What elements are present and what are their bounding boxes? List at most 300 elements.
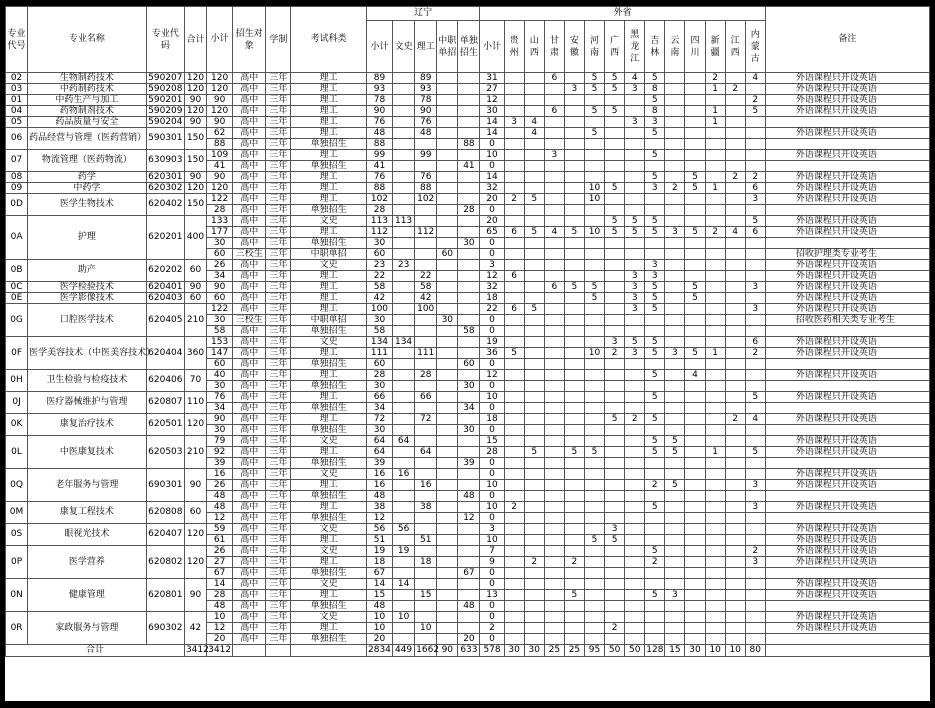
major-total: 120 [184,183,206,194]
cell-henan [584,579,604,590]
cell-ln-wenshi [393,513,415,524]
cell-subtotal: 27 [207,557,233,568]
cell-subtotal: 34 [207,271,233,282]
cell-heilongjiang [625,480,645,491]
cell-gansu [544,216,564,227]
cell-jilin [645,205,665,216]
cell-ln-zhongzhi [437,546,458,557]
cell-ln-subtotal: 134 [366,337,392,348]
cell-ln-subtotal: 28 [366,370,392,381]
cell-guangxi [605,491,625,502]
cell-ln-danzhao [458,480,480,491]
cell-ln-danzhao: 39 [458,458,480,469]
cell-guangxi [605,568,625,579]
cell-shanxi [524,381,544,392]
cell-length: 三年 [266,612,291,623]
cell-guangxi [605,436,625,447]
cell-ln-ligong [415,139,437,150]
cell-guizhou [504,557,524,568]
cell-heilongjiang [625,535,645,546]
cell-anhui [564,117,584,128]
cell-remark: 外语课程只开设英语 [765,150,929,161]
cell-neimenggu [745,205,765,216]
table-row [6,524,930,535]
cell-guizhou [504,480,524,491]
cell-length: 三年 [266,161,291,172]
cell-target: 高中 [233,381,266,392]
cell-sichuan [685,524,705,535]
cell-ln-ligong [415,568,437,579]
cell-guangxi [605,403,625,414]
cell-ln-zhongzhi [437,348,458,359]
cell-xinjiang [705,436,725,447]
cell-remark: 外语课程只开设英语 [765,84,929,95]
cell-exam: 理工 [291,348,366,359]
header-code: 专业代号 [6,7,28,73]
cell-length: 三年 [266,95,291,106]
cell-shanxi [524,634,544,645]
cell-ln-subtotal: 16 [366,480,392,491]
cell-ln-zhongzhi [437,227,458,238]
cell-out-subtotal: 0 [480,491,504,502]
cell-jilin [645,579,665,590]
cell-jilin: 5 [645,348,665,359]
major-code: 620807 [146,392,184,414]
cell-target: 高中 [233,568,266,579]
cell-guizhou [504,150,524,161]
cell-target: 高中 [233,293,266,304]
cell-anhui [564,326,584,337]
cell-length: 三年 [266,150,291,161]
cell-exam: 文史 [291,579,366,590]
totals-cell: 3412 [208,645,232,655]
cell-out-subtotal: 19 [480,337,504,348]
cell-ln-wenshi [393,623,415,634]
cell-heilongjiang [625,183,645,194]
cell-henan [584,612,604,623]
cell-target: 高中 [233,513,266,524]
cell-jilin: 5 [645,447,665,458]
cell-henan [584,271,604,282]
cell-exam: 文史 [291,612,366,623]
cell-remark: 外语课程只开设英语 [765,623,929,634]
cell-henan: 5 [584,128,604,139]
cell-remark: 外语课程只开设英语 [765,183,929,194]
cell-xinjiang [705,337,725,348]
cell-gansu [544,84,564,95]
cell-neimenggu: 6 [745,337,765,348]
cell-shanxi [524,282,544,293]
cell-gansu [544,326,564,337]
cell-shanxi [524,491,544,502]
cell-subtotal: 30 [207,381,233,392]
cell-shanxi [524,403,544,414]
table-row [6,579,930,590]
cell-guizhou [504,370,524,381]
cell-exam: 理工 [291,535,366,546]
cell-jiangxi [725,106,745,117]
cell-ln-danzhao: 12 [458,513,480,524]
cell-subtotal: 90 [207,282,233,293]
cell-guizhou [504,524,524,535]
cell-jiangxi [725,216,745,227]
cell-out-subtotal: 10 [480,150,504,161]
cell-heilongjiang [625,425,645,436]
header-province: 吉林 [645,21,665,73]
cell-ln-wenshi [393,326,415,337]
cell-out-subtotal: 65 [480,227,504,238]
cell-ln-zhongzhi [437,337,458,348]
cell-ln-wenshi [393,601,415,612]
header-exam: 考试科类 [291,7,366,73]
cell-ln-wenshi: 19 [393,546,415,557]
cell-heilongjiang [625,623,645,634]
cell-yunnan: 5 [665,436,685,447]
cell-heilongjiang [625,150,645,161]
cell-subtotal: 26 [207,480,233,491]
cell-ln-zhongzhi [437,535,458,546]
major-total: 90 [184,95,206,106]
cell-guangxi [605,128,625,139]
major-code: 620406 [146,370,184,392]
cell-ln-danzhao [458,348,480,359]
cell-exam: 理工 [291,172,366,183]
cell-shanxi [524,95,544,106]
cell-ln-ligong [415,238,437,249]
cell-out-subtotal: 9 [480,557,504,568]
cell-anhui [564,271,584,282]
cell-gansu [544,612,564,623]
cell-ln-danzhao [458,271,480,282]
cell-ln-danzhao [458,227,480,238]
cell-xinjiang: 2 [705,227,725,238]
table-body [6,73,930,657]
cell-henan [584,249,604,260]
cell-shanxi [524,546,544,557]
cell-gansu [544,546,564,557]
cell-gansu [544,590,564,601]
cell-out-subtotal: 0 [480,601,504,612]
cell-guizhou [504,513,524,524]
cell-remark [765,139,929,150]
cell-sichuan [685,425,705,436]
cell-jilin [645,568,665,579]
cell-heilongjiang: 3 [625,84,645,95]
cell-anhui [564,216,584,227]
cell-neimenggu [745,381,765,392]
cell-ln-zhongzhi [437,205,458,216]
totals-cell: 2834 [368,645,391,655]
cell-xinjiang [705,161,725,172]
cell-length: 三年 [266,84,291,95]
cell-subtotal: 30 [207,238,233,249]
major-code: 630903 [146,150,184,172]
cell-ln-subtotal: 72 [366,414,392,425]
cell-xinjiang [705,513,725,524]
cell-xinjiang [705,271,725,282]
cell-anhui: 2 [564,557,584,568]
header-remark: 备注 [765,7,929,73]
cell-target: 三校生 [233,315,266,326]
cell-out-subtotal: 0 [480,568,504,579]
table-row [6,128,930,139]
cell-yunnan: 3 [665,227,685,238]
cell-remark: 外语课程只开设英语 [765,546,929,557]
cell-henan: 5 [584,106,604,117]
major-name: 医学美容技术（中医美容技术） [28,337,147,370]
cell-jiangxi [725,469,745,480]
cell-exam: 中职单招 [291,249,366,260]
cell-jiangxi [725,502,745,513]
header-province: 小计 [480,21,504,73]
cell-ln-subtotal: 18 [366,557,392,568]
cell-exam: 理工 [291,557,366,568]
cell-guizhou [504,535,524,546]
cell-neimenggu [745,271,765,282]
cell-shanxi [524,392,544,403]
cell-jilin: 3 [645,183,665,194]
cell-henan [584,502,604,513]
cell-length: 三年 [266,513,291,524]
header-length: 学制 [266,7,291,73]
cell-anhui [564,205,584,216]
header-province: 四川 [685,21,705,73]
cell-henan [584,392,604,403]
cell-ln-wenshi [393,172,415,183]
cell-guangxi [605,172,625,183]
cell-remark: 外语课程只开设英语 [765,469,929,480]
major-code-id: 0L [6,436,28,469]
cell-ln-danzhao [458,546,480,557]
cell-anhui [564,425,584,436]
cell-ln-zhongzhi [437,238,458,249]
cell-sichuan [685,403,705,414]
cell-out-subtotal: 2 [480,623,504,634]
cell-yunnan [665,392,685,403]
cell-ln-zhongzhi [437,194,458,205]
cell-xinjiang [705,304,725,315]
cell-out-subtotal: 13 [480,590,504,601]
cell-ln-wenshi [393,557,415,568]
cell-xinjiang: 1 [705,348,725,359]
cell-shanxi [524,216,544,227]
cell-neimenggu [745,579,765,590]
cell-henan [584,326,604,337]
table-row [6,194,930,205]
cell-out-subtotal: 3 [480,524,504,535]
table-row [6,293,930,304]
cell-out-subtotal: 0 [480,425,504,436]
cell-ln-danzhao: 30 [458,381,480,392]
cell-length: 三年 [266,315,291,326]
cell-ln-wenshi [393,194,415,205]
cell-ln-subtotal: 60 [366,249,392,260]
cell-exam: 单独招生 [291,381,366,392]
cell-gansu [544,601,564,612]
cell-neimenggu: 3 [745,502,765,513]
cell-ln-subtotal: 100 [366,304,392,315]
cell-guangxi [605,601,625,612]
cell-target: 高中 [233,546,266,557]
cell-ln-danzhao: 20 [458,634,480,645]
cell-ln-ligong: 28 [415,370,437,381]
cell-target: 高中 [233,95,266,106]
cell-ln-subtotal: 28 [366,205,392,216]
major-code: 620401 [148,281,183,292]
cell-sichuan [685,205,705,216]
header-province: 山西 [524,21,544,73]
cell-length: 三年 [266,458,291,469]
cell-ln-wenshi [393,183,415,194]
cell-exam: 文史 [291,216,366,227]
cell-sichuan [685,84,705,95]
cell-xinjiang [705,634,725,645]
cell-subtotal: 20 [207,634,233,645]
cell-jiangxi [725,238,745,249]
cell-shanxi [524,612,544,623]
table-row [6,172,930,183]
table-row [6,84,930,95]
cell-ln-ligong [415,249,437,260]
cell-ln-wenshi: 23 [393,260,415,271]
cell-subtotal: 30 [207,425,233,436]
cell-jilin [645,403,665,414]
cell-length: 三年 [266,359,291,370]
header-liaoning-sub: 单独招生 [458,21,480,73]
cell-guangxi: 5 [605,216,625,227]
cell-yunnan [665,117,685,128]
totals-cell: 25 [544,645,564,657]
cell-ln-wenshi [393,238,415,249]
cell-ln-danzhao: 88 [458,139,480,150]
cell-exam: 单独招生 [291,458,366,469]
cell-length: 三年 [266,73,291,84]
major-total: 70 [184,370,206,392]
cell-xinjiang [705,524,725,535]
cell-ln-subtotal: 22 [366,271,392,282]
cell-henan: 10 [584,183,604,194]
cell-ln-zhongzhi: 30 [437,315,458,326]
header-province: 江西 [725,21,745,73]
cell-sichuan [685,106,705,117]
cell-henan [584,381,604,392]
cell-ln-ligong [415,546,437,557]
cell-ln-ligong: 76 [415,172,437,183]
cell-sichuan [685,491,705,502]
cell-sichuan [685,557,705,568]
cell-target: 高中 [233,480,266,491]
major-code: 620405 [146,304,184,337]
cell-jiangxi [725,425,745,436]
cell-out-subtotal: 3 [480,260,504,271]
cell-guizhou [504,128,524,139]
cell-remark: 外语课程只开设英语 [765,337,929,348]
totals-cell: 50 [625,645,645,657]
cell-ln-danzhao [458,579,480,590]
cell-heilongjiang [625,403,645,414]
cell-ln-zhongzhi [437,293,458,304]
cell-ln-zhongzhi [437,139,458,150]
cell-guizhou [504,447,524,458]
cell-ln-subtotal: 16 [366,469,392,480]
cell-ln-subtotal: 30 [366,315,392,326]
cell-anhui [564,293,584,304]
cell-anhui [564,436,584,447]
cell-yunnan [665,370,685,381]
cell-guangxi: 5 [605,73,625,84]
cell-length: 三年 [266,425,291,436]
cell-guangxi [605,326,625,337]
cell-subtotal: 12 [207,513,233,524]
cell-ln-subtotal: 67 [366,568,392,579]
cell-ln-subtotal: 42 [366,293,392,304]
major-total: 42 [184,612,206,645]
cell-shanxi: 4 [524,117,544,128]
major-name: 中药学 [28,183,147,194]
cell-neimenggu [745,117,765,128]
cell-heilongjiang [625,634,645,645]
cell-ln-ligong [415,205,437,216]
cell-ln-wenshi [393,392,415,403]
cell-ln-zhongzhi [437,458,458,469]
cell-anhui [564,568,584,579]
cell-anhui [564,315,584,326]
major-total: 150 [184,128,206,150]
cell-exam: 理工 [291,128,366,139]
cell-ln-zhongzhi [437,359,458,370]
cell-sichuan [685,436,705,447]
cell-exam: 理工 [291,73,366,84]
cell-jilin: 5 [645,546,665,557]
cell-ln-ligong: 48 [415,128,437,139]
cell-remark: 外语课程只开设英语 [765,73,929,84]
cell-ln-subtotal: 23 [366,260,392,271]
cell-length: 三年 [266,535,291,546]
major-code-id: 04 [6,106,28,117]
major-total: 90 [184,172,206,183]
cell-guangxi [605,502,625,513]
cell-guizhou [504,172,524,183]
cell-xinjiang [705,205,725,216]
cell-ln-zhongzhi [437,117,458,128]
cell-xinjiang [705,612,725,623]
cell-jilin: 5 [645,337,665,348]
cell-gansu [544,172,564,183]
cell-ln-ligong: 78 [415,95,437,106]
cell-sichuan [685,304,705,315]
cell-jilin [645,535,665,546]
cell-ln-ligong: 112 [415,227,437,238]
cell-anhui [564,579,584,590]
cell-ln-zhongzhi [437,326,458,337]
cell-exam: 文史 [291,546,366,557]
cell-target: 高中 [233,403,266,414]
cell-jilin: 5 [645,370,665,381]
major-total: 60 [184,260,206,282]
cell-jilin [645,491,665,502]
cell-length: 三年 [266,480,291,491]
cell-subtotal: 28 [207,590,233,601]
cell-xinjiang: 1 [705,84,725,95]
cell-guizhou [504,139,524,150]
cell-target: 高中 [233,183,266,194]
cell-jiangxi [725,480,745,491]
cell-sichuan [685,458,705,469]
cell-target: 高中 [233,205,266,216]
cell-henan [584,634,604,645]
major-name: 家政服务与管理 [28,612,147,645]
cell-jiangxi [725,381,745,392]
